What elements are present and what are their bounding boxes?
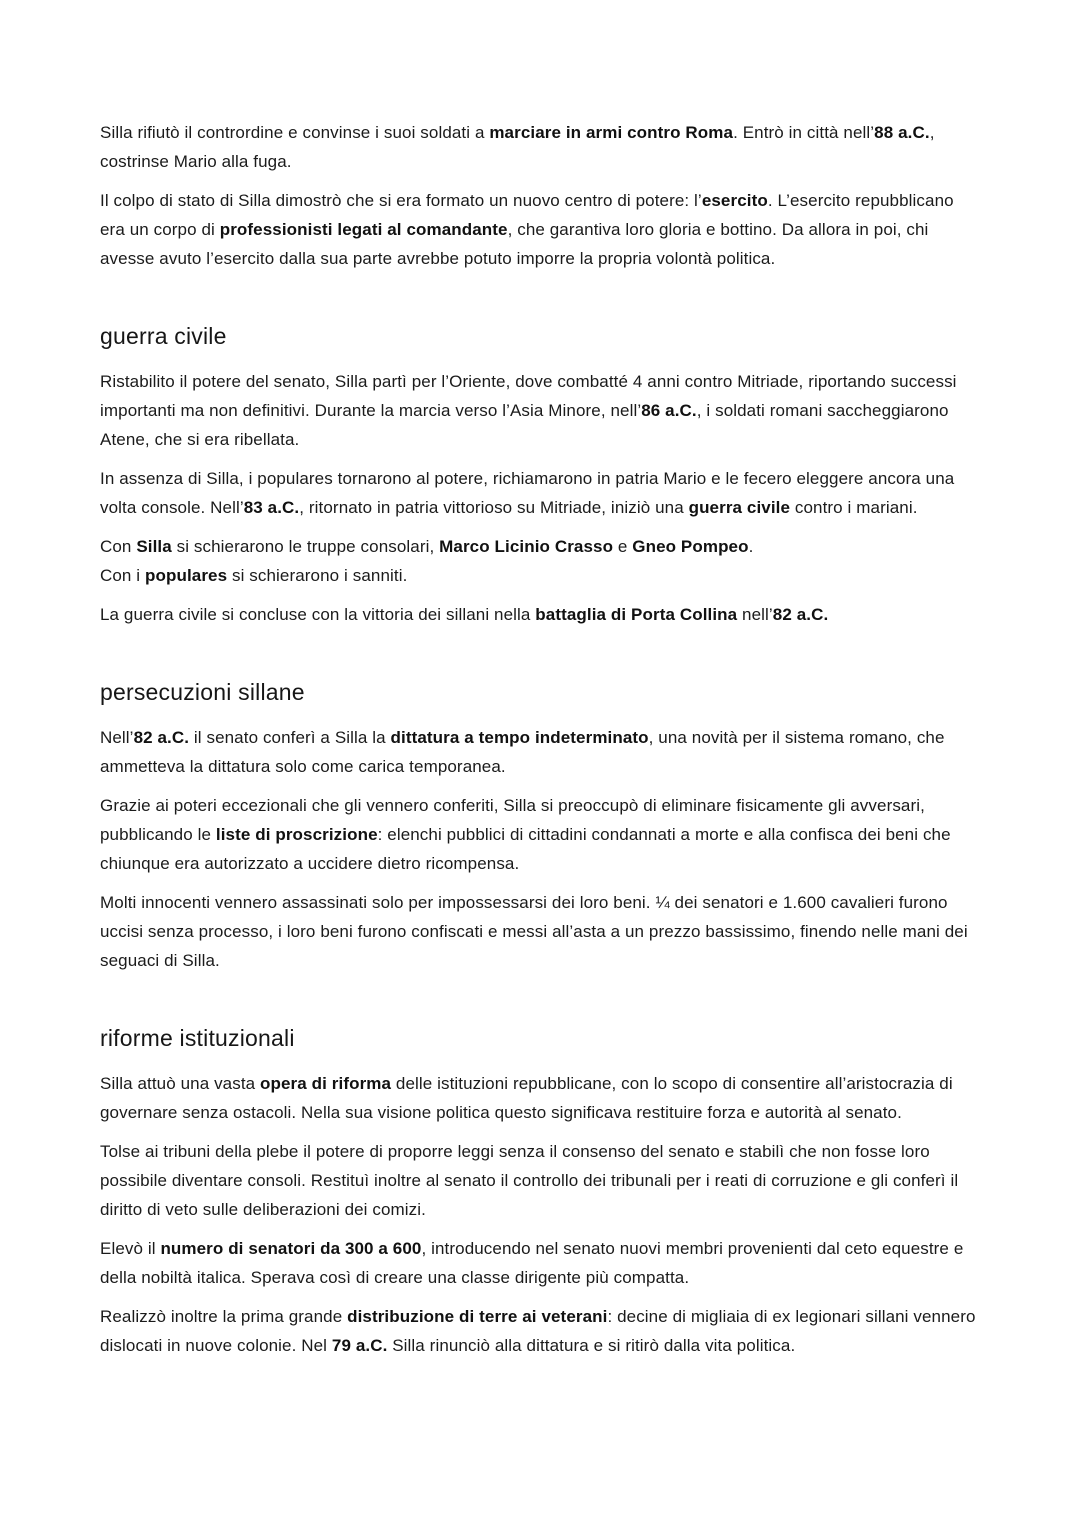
paragraph [100, 723, 980, 781]
text-run: Con i [100, 566, 146, 585]
paragraph [100, 791, 980, 878]
paragraph [100, 600, 980, 629]
text-run: e [613, 537, 633, 556]
text-run: , i soldati romani saccheggiarono Atene, che si era ribellata. [100, 401, 949, 449]
text-run: : elenchi pubblici di cittadini condannati a morte e alla confisca dei beni che chiunque era autorizzato a uccidere dietro ricompensa. [100, 825, 951, 873]
bold-text-run: 82 a.C. [772, 605, 829, 624]
text-run: , costrinse Mario alla fuga. [100, 123, 935, 171]
text-run: contro i mariani. [790, 498, 918, 517]
document-content [100, 118, 980, 1360]
bold-text-run: distribuzione di terre ai veterani [347, 1307, 608, 1326]
bold-text-run: populares [145, 566, 228, 585]
text-run: , introducendo nel senato nuovi membri provenienti dal ceto equestre e della nobiltà italica. Sperava così di creare una classe dirigente più compatta. [100, 1239, 964, 1287]
bold-text-run: opera di riforma [260, 1074, 392, 1093]
text-run: Nell’ [100, 728, 134, 747]
bold-text-run: 88 a.C. [874, 123, 930, 142]
bold-text-run: marciare in armi contro Roma [489, 123, 734, 142]
bold-text-run: battaglia di Porta Collina [535, 605, 738, 624]
text-run: Elevò il [100, 1239, 161, 1258]
text-run: . Entrò in città nell’ [733, 123, 875, 142]
text-run: , ritornato in patria vittorioso su Mitriade, iniziò una [299, 498, 689, 517]
section-heading: persecuzioni sillane [100, 679, 305, 705]
bold-text-run: dittatura a tempo indeterminato [390, 728, 649, 747]
text-run: La guerra civile si concluse con la vittoria dei sillani nella [100, 605, 536, 624]
text-run: si schierarono i sanniti. [227, 566, 408, 585]
paragraph [100, 464, 980, 522]
bold-text-run: 86 a.C. [641, 401, 697, 420]
paragraph [100, 367, 980, 454]
bold-text-run: Gneo Pompeo [632, 537, 749, 556]
text-run: , una novità per il sistema romano, che ammetteva la dittatura solo come carica temporanea. [100, 728, 945, 776]
text-run: Il colpo di stato di Silla dimostrò che si era formato un nuovo centro di potere: l’ [100, 191, 702, 210]
text-run: Silla rinunciò alla dittatura e si ritirò dalla vita politica. [387, 1336, 796, 1355]
text-run: Silla attuò una vasta [100, 1074, 261, 1093]
text-run: si schierarono le truppe consolari, [171, 537, 440, 556]
text-run: : decine di migliaia di ex legionari sillani vennero dislocati in nuove colonie. Nel [100, 1307, 976, 1355]
text-run: Ristabilito il potere del senato, Silla partì per l’Oriente, dove combatté 4 anni contro Mitriade, riportando successi importanti ma non definitivi. Durante la marcia verso l’Asia Minore, nell’ [100, 372, 957, 420]
bold-text-run: Silla [136, 537, 172, 556]
text-run: Tolse ai tribuni della plebe il potere di proporre leggi senza il consenso del senato e stabilì che non fosse loro possibile diventare consoli. Restituì inoltre al senato il controllo dei tribunali per i reati di corruzione e gli conferì il diritto di veto sulle deliberazioni dei comizi. [100, 1142, 959, 1219]
text-run: Con [100, 537, 137, 556]
text-run: Grazie ai poteri eccezionali che gli vennero conferiti, Silla si preoccupò di eliminare fisicamente gli avversari, pubblicando le [100, 796, 925, 844]
text-run: delle istituzioni repubblicane, con lo scopo di consentire all’aristocrazia di governare senza ostacoli. Nella sua visione politica questo significava restituire forza e autorità al senato. [100, 1074, 953, 1122]
section-heading: riforme istituzionali [100, 1025, 295, 1051]
paragraph [100, 118, 980, 176]
paragraph [100, 1302, 980, 1360]
text-run: Realizzò inoltre la prima grande [100, 1307, 348, 1326]
paragraph [100, 186, 980, 273]
bold-text-run: 82 a.C. [133, 728, 190, 747]
text-run: Molti innocenti vennero assassinati solo per impossessarsi dei loro beni. ¼ dei senatori e 1.600 cavalieri furono uccisi senza processo, i loro beni furono confiscati e messi all’asta a un prezzo bassissimo, finendo nelle mani dei seguaci di Silla. [100, 893, 968, 970]
text-run: , che garantiva loro gloria e bottino. Da allora in poi, chi avesse avuto l’esercito dalla sua parte avrebbe potuto imporre la propria volontà politica. [100, 220, 929, 268]
text-run: nell’ [737, 605, 773, 624]
bold-text-run: numero di senatori da 300 a 600 [160, 1239, 422, 1258]
paragraph [100, 888, 980, 975]
text-run: Silla rifiutò il contrordine e convinse i suoi soldati a [100, 123, 490, 142]
bold-text-run: professionisti legati al comandante [219, 220, 508, 239]
text-run: . L’esercito repubblicano era un corpo di [100, 191, 954, 239]
bold-text-run: 83 a.C. [243, 498, 300, 517]
paragraph [100, 532, 980, 590]
paragraph [100, 1234, 980, 1292]
text-run: . [748, 537, 754, 556]
bold-text-run: guerra civile [688, 498, 791, 517]
paragraph [100, 1069, 980, 1127]
text-run: In assenza di Silla, i populares tornarono al potere, richiamarono in patria Mario e le fecero eleggere ancora una volta console. Nell’ [100, 469, 955, 517]
section-heading: guerra civile [100, 323, 227, 349]
paragraph [100, 1137, 980, 1224]
bold-text-run: Marco Licinio Crasso [439, 537, 614, 556]
bold-text-run: esercito [701, 191, 768, 210]
bold-text-run: liste di proscrizione [215, 825, 378, 844]
text-run: il senato conferì a Silla la [189, 728, 391, 747]
bold-text-run: 79 a.C. [331, 1336, 388, 1355]
